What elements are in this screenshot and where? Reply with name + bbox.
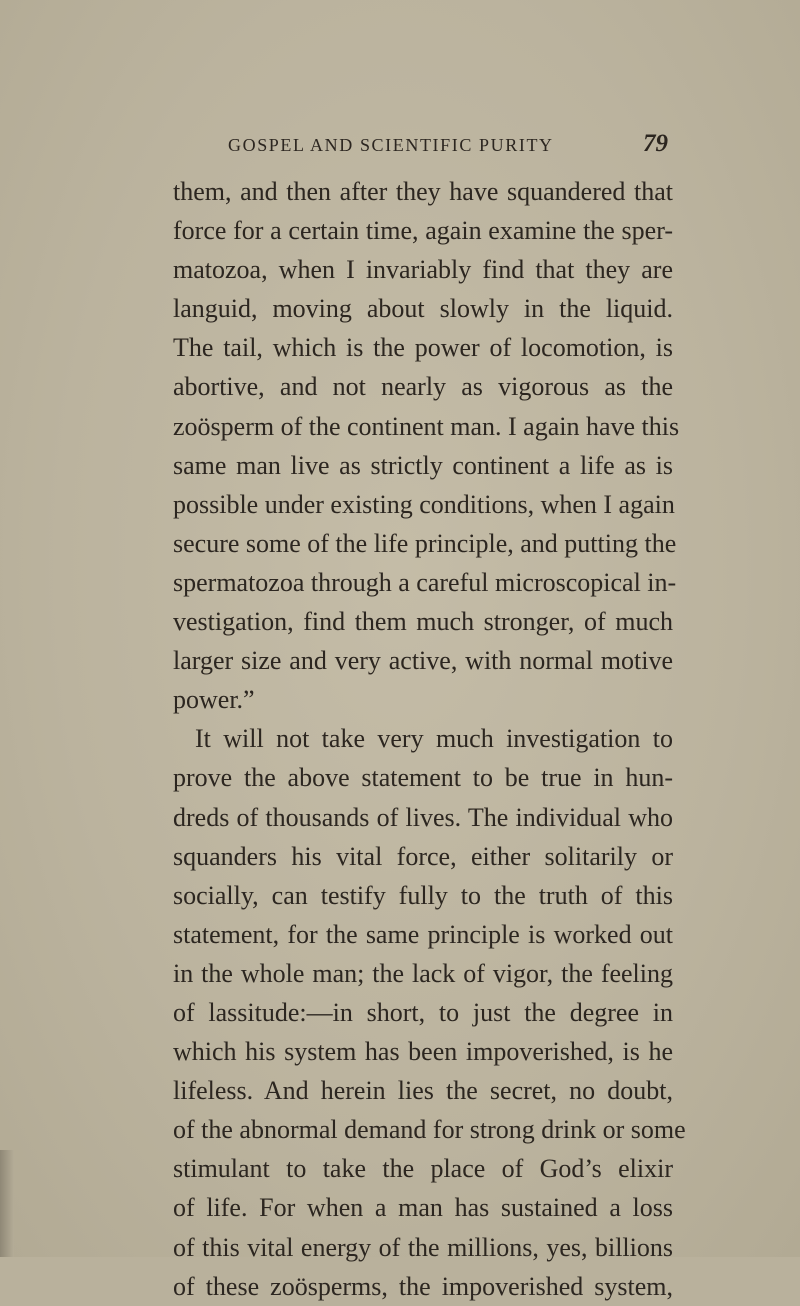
text-line: larger size and very active, with normal motive — [173, 646, 673, 676]
text-line: same man live as strictly continent a life as is — [173, 450, 673, 480]
text-line: of life. For when a man has sustained a loss — [173, 1193, 673, 1223]
text-line: abortive, and not nearly as vigorous as the — [173, 372, 673, 402]
text-line: of lassitude:—in short, to just the degree in — [173, 997, 673, 1027]
text-line: which his system has been impoverished, is he — [173, 1037, 673, 1067]
text-line: them, and then after they have squandered that — [173, 177, 673, 206]
page-number: 79 — [643, 130, 668, 157]
text-line: prove the above statement to be true in hun- — [173, 763, 673, 793]
page-edge-shadow — [0, 1150, 14, 1257]
text-line: secure some of the life principle, and putting the — [173, 528, 677, 558]
text-line: possible under existing conditions, when I again — [173, 489, 675, 519]
text-line: stimulant to take the place of God’s elixir — [173, 1154, 673, 1184]
body-text — [173, 172, 686, 1306]
text-line: of this vital energy of the millions, yes, billions — [173, 1232, 673, 1262]
running-title: GOSPEL AND SCIENTIFIC PURITY — [228, 135, 554, 155]
text-line: vestigation, find them much stronger, of much — [173, 607, 673, 637]
text-line: statement, for the same principle is worked out — [173, 919, 673, 949]
text-line: in the whole man; the lack of vigor, the feeling — [173, 958, 673, 988]
text-line: power.” — [173, 685, 255, 715]
text-line: dreds of thousands of lives. The individual who — [173, 802, 673, 832]
text-line: matozoa, when I invariably find that they are — [173, 255, 673, 285]
paragraph-start-line: It will not take very much investigation to — [195, 724, 673, 754]
running-head — [228, 130, 668, 160]
text-line: lifeless. And herein lies the secret, no doubt, — [173, 1076, 673, 1106]
text-line: zoösperm of the continent man. I again have this — [173, 411, 680, 441]
text-line: The tail, which is the power of locomotion, is — [173, 333, 673, 363]
text-line: force for a certain time, again examine the sper- — [173, 216, 673, 246]
text-line: spermatozoa through a careful microscopical in- — [173, 567, 677, 597]
text-line: languid, moving about slowly in the liquid. — [173, 294, 673, 324]
text-line: of the abnormal demand for strong drink or some — [173, 1115, 686, 1145]
text-line: squanders his vital force, either solitarily or — [173, 841, 673, 871]
text-line: of these zoösperms, the impoverished system, — [173, 1271, 673, 1301]
text-line: socially, can testify fully to the truth of this — [173, 880, 673, 910]
